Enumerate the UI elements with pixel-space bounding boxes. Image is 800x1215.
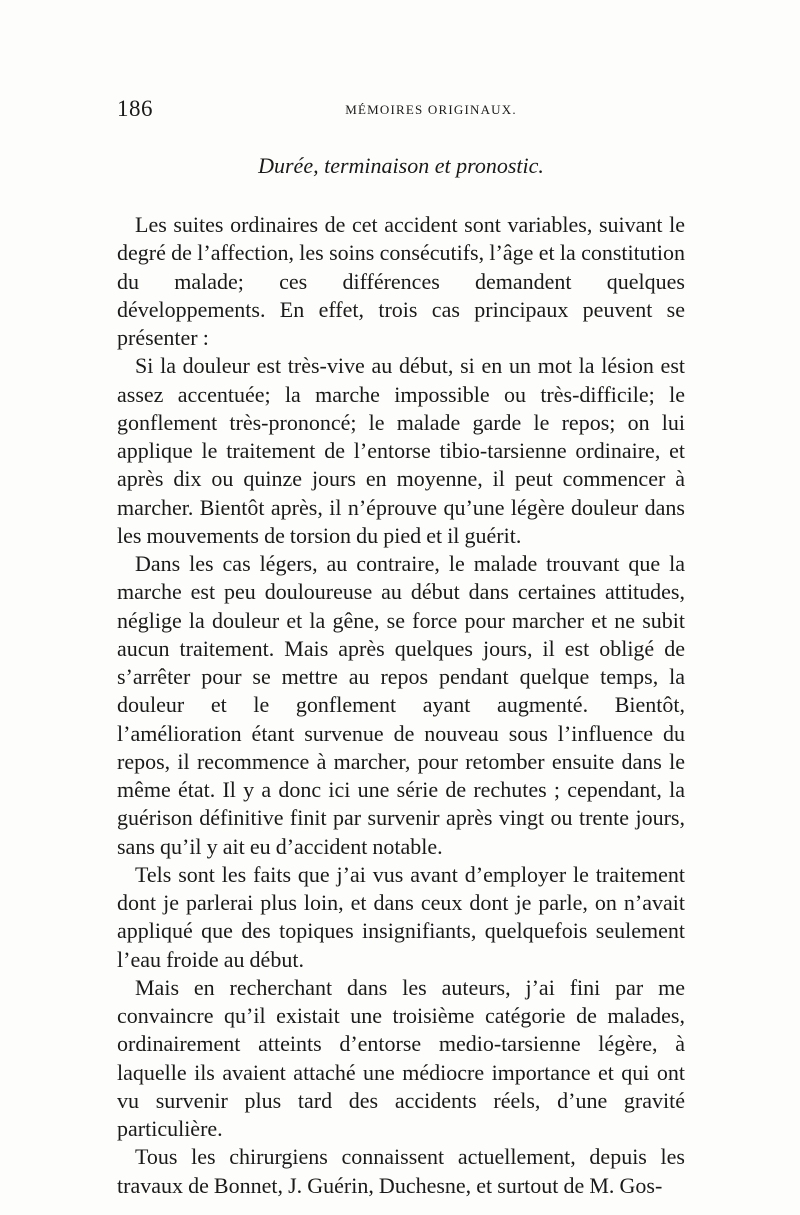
- paragraph: Tous les chirurgiens connaissent actuellement, depuis les travaux de Bonnet, J. Guérin, Duchesne, et surtout de M. Gos-: [117, 1144, 685, 1198]
- paragraph: Si la douleur est très-vive au début, si en un mot la lésion est assez accentuée; la marche impossible ou très-difficile; le gonflement très-prononcé; le malade garde le repos; on lui applique le traitement de l’entorse tibio-tarsienne ordinaire, et après dix ou quinze jours en moyenne, il peut commencer à marcher. Bientôt après, il n’éprouve qu’une légère douleur dans les mouvements de torsion du pied et il guérit.: [117, 353, 685, 548]
- paragraph: Dans les cas légers, au contraire, le malade trouvant que la marche est peu douloureuse au début dans certaines attitudes, néglige la douleur et la gêne, se force pour marcher et ne subit aucun traitement. Mais après quelques jours, il est obligé de s’arrêter pour se mettre au repos pendant quelque temps, la douleur et le gonflement ayant augmenté. Bientôt, l’amélioration étant survenue de nouveau sous l’influence du repos, il recommence à marcher, pour retomber ensuite dans le même état. Il y a donc ici une série de rechutes ; cependant, la guérison définitive finit par survenir après vingt ou trente jours, sans qu’il y ait eu d’accident notable.: [117, 551, 685, 859]
- body-text: [117, 211, 685, 1200]
- paragraph: Tels sont les faits que j’ai vus avant d’employer le traitement dont je parlerai plus loin, et dans ceux dont je parle, on n’avait appliqué que des topiques insignifiants, quelquefois seulement l’eau froide au début.: [117, 861, 685, 972]
- paragraph: Les suites ordinaires de cet accident sont variables, suivant le degré de l’affection, les soins consécutifs, l’âge et la constitution du malade; ces différences demandent quelques développements. En effet, trois cas principaux peuvent se présenter :: [117, 212, 685, 350]
- page-header: [117, 96, 685, 126]
- running-head: MÉMOIRES ORIGINAUX.: [345, 102, 517, 117]
- paragraph: Mais en recherchant dans les auteurs, j’ai fini par me convaincre qu’il existait une troisième catégorie de malades, ordinairement atteints d’entorse medio-tarsienne légère, à laquelle ils avaient attaché une médiocre importance et qui ont vu survenir plus tard des accidents réels, d’une gravité particulière.: [117, 974, 685, 1141]
- page-number: 186: [117, 96, 153, 121]
- section-title: Durée, terminaison et pronostic.: [258, 153, 544, 178]
